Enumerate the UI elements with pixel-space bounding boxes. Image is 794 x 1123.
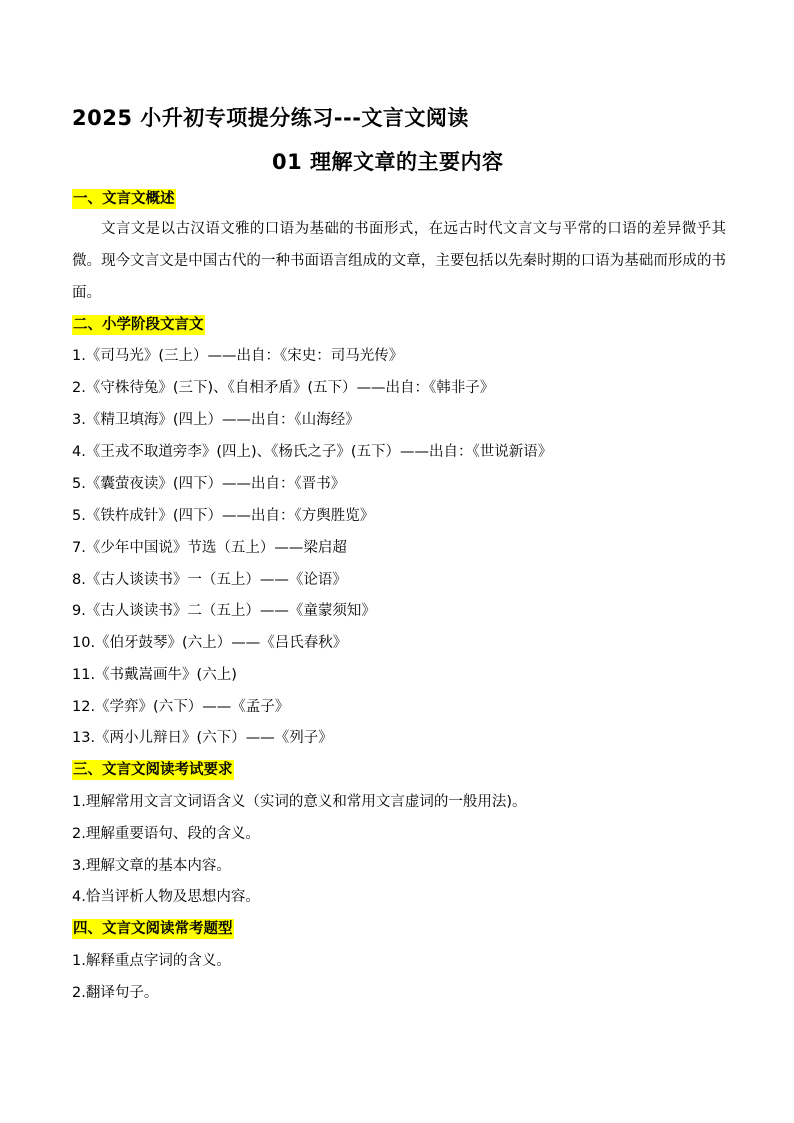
section-heading-overview: 一、文言文概述: [73, 191, 175, 207]
list-item: 2.《守株待兔》(三下)、《自相矛盾》(五下）——出自：《韩非子》: [72, 380, 495, 396]
list-item: 1.理解常用文言文词语含义（实词的意义和常用文言虚词的一般用法)。: [72, 794, 527, 810]
overview-paragraph: 文言文是以古汉语文雅的口语为基础的书面形式，在远古时代文言文与平常的口语的差异微乎其微。现今文言文是中国古代的一种书面语言组成的文章，主要包括以先秦时期的口语为基础而形成的书面。: [72, 221, 726, 301]
list-item: 3.《精卫填海》(四上）——出自：《山海经》: [72, 412, 360, 428]
list-item: 12.《学弈》(六下）——《孟子》: [72, 699, 290, 715]
list-item: 10.《伯牙鼓琴》(六上）——《吕氏春秋》: [72, 635, 348, 651]
list-item: 2.翻译句子。: [72, 985, 159, 1001]
list-item: 7.《少年中国说》节选（五上）——梁启超: [72, 540, 347, 556]
list-item: 1.《司马光》(三上）——出自：《宋史：司马光传》: [72, 348, 404, 364]
list-item: 9.《古人谈读书》二（五上）——《童蒙须知》: [72, 603, 376, 619]
section-heading-exam-requirements: 三、文言文阅读考试要求: [73, 762, 233, 778]
list-item: 13.《两小儿辩日》(六下）——《列子》: [72, 730, 333, 746]
list-item: 2.理解重要语句、段的含义。: [72, 826, 260, 842]
document-title: 2025 小升初专项提分练习---文言文阅读: [72, 106, 469, 130]
section-heading-primary-texts: 二、小学阶段文言文: [73, 317, 204, 333]
document-subtitle: 01 理解文章的主要内容: [272, 150, 504, 174]
list-item: 8.《古人谈读书》一（五上）——《论语》: [72, 572, 347, 588]
list-item: 1.解释重点字词的含义。: [72, 953, 231, 969]
list-item: 11.《书戴嵩画牛》(六上): [72, 667, 237, 683]
list-item: 3.理解文章的基本内容。: [72, 858, 231, 874]
section-heading-question-types: 四、文言文阅读常考题型: [73, 921, 233, 937]
list-item: 5.《囊萤夜读》(四下）——出自：《晋书》: [72, 476, 346, 492]
list-item: 5.《铁杵成针》(四下）——出自：《方舆胜览》: [72, 508, 375, 524]
list-item: 4.恰当评析人物及思想内容。: [72, 889, 260, 905]
list-item: 4.《王戎不取道旁李》(四上)、《杨氏之子》(五下）——出自：《世说新语》: [72, 444, 553, 460]
